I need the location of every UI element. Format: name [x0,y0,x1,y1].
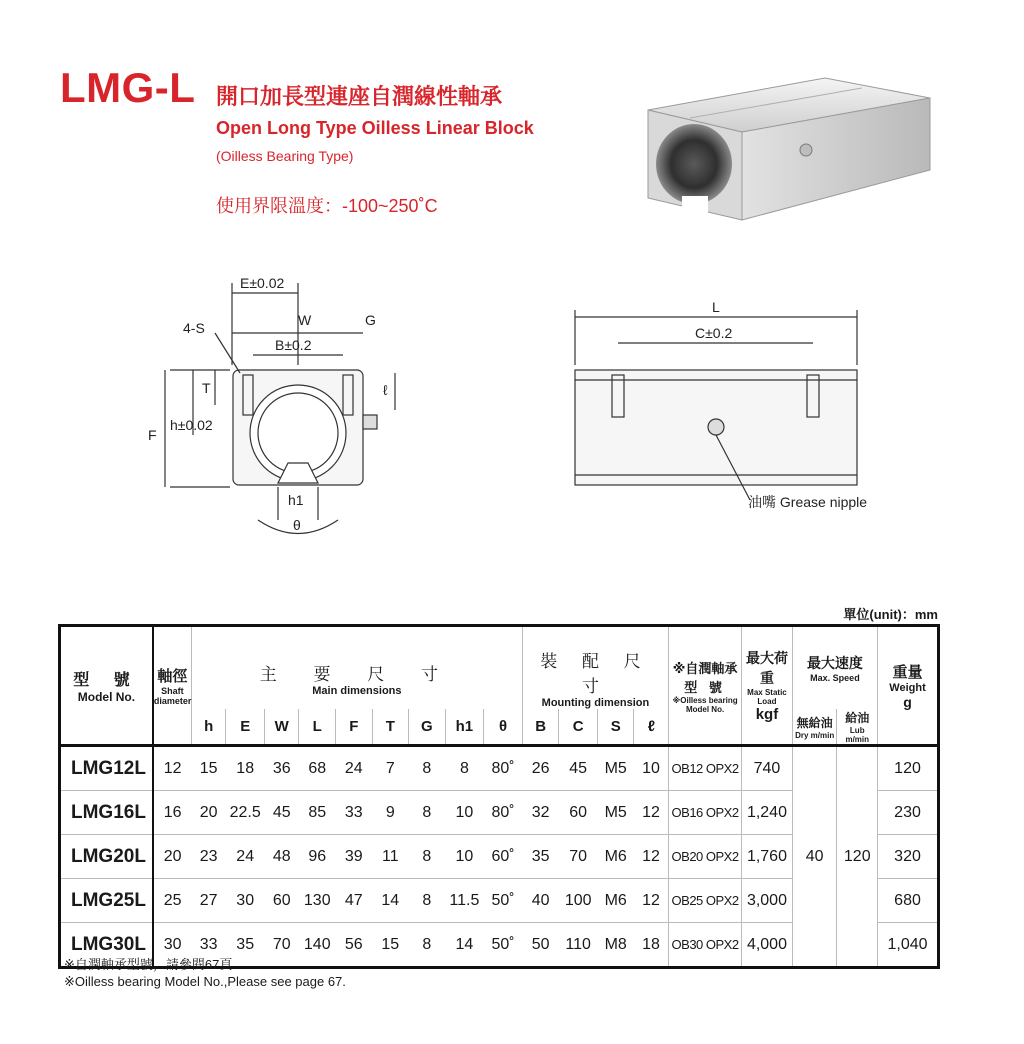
cell-C: 100 [559,879,598,923]
col-h1: h1 [445,709,484,746]
header-bearing-model: ※自潤軸承 型 號 ※Oilless bearing Model No. [669,626,742,746]
cell-G: 8 [409,835,446,879]
col-l: ℓ [634,709,669,746]
cell-weight: 120 [878,746,939,791]
cell-l: 18 [634,923,669,968]
cell-S: M6 [597,835,634,879]
dim-G: G [365,312,376,328]
cell-C: 60 [559,791,598,835]
cell-load: 740 [742,746,793,791]
cell-L: 130 [299,879,336,923]
cell-L: 96 [299,835,336,879]
cell-T: 14 [372,879,409,923]
row-model: LMG25L [60,879,153,923]
dim-W: W [298,312,312,328]
row-model: LMG16L [60,791,153,835]
cell-S: M6 [597,879,634,923]
cell-bearing: OB30 OPX2 [669,923,742,968]
cell-F: 33 [336,791,373,835]
cell-T: 9 [372,791,409,835]
cell-shaft: 16 [153,791,192,835]
cell-F: 47 [336,879,373,923]
col-W: W [264,709,299,746]
technical-drawing [0,255,1024,555]
cell-C: 110 [559,923,598,968]
cell-h1: 10 [445,791,484,835]
cell-E: 18 [226,746,265,791]
cell-G: 8 [409,791,446,835]
col-S: S [597,709,634,746]
cell-weight: 680 [878,879,939,923]
cell-h1: 11.5 [445,879,484,923]
col-h: h [191,709,226,746]
cell-bearing: OB16 OPX2 [669,791,742,835]
cell-E: 30 [226,879,265,923]
cell-W: 45 [264,791,299,835]
cell-l: 12 [634,835,669,879]
cell-E: 35 [226,923,265,968]
cell-load: 1,240 [742,791,793,835]
row-model: LMG30L [60,923,153,968]
cell-theta: 60˚ [484,835,523,879]
cell-theta: 50˚ [484,879,523,923]
cell-h: 33 [191,923,226,968]
dim-l: ℓ [383,382,388,398]
row-model: LMG20L [60,835,153,879]
cell-T: 15 [372,923,409,968]
cell-h: 27 [191,879,226,923]
cell-shaft: 20 [153,835,192,879]
header-model: 型 號 Model No. [60,626,153,746]
header-main-dimensions: 主 要 尺 寸 Main dimensions [191,626,522,710]
cell-load: 4,000 [742,923,793,968]
dim-h: h±0.02 [170,417,213,433]
cell-B: 32 [522,791,559,835]
cell-T: 7 [372,746,409,791]
dim-L: L [712,299,720,315]
cell-shaft: 25 [153,879,192,923]
col-theta: θ [484,709,523,746]
cell-h: 15 [191,746,226,791]
grease-nipple-label: 油嘴 Grease nipple [748,494,868,510]
cell-W: 48 [264,835,299,879]
dim-E: E±0.02 [240,275,285,291]
dim-C: C±0.2 [695,325,733,341]
dim-theta: θ [293,517,301,533]
dim-h1: h1 [288,492,304,508]
cell-S: M5 [597,791,634,835]
col-dry: 無給油 Dry m/min [792,709,837,746]
cell-S: M5 [597,746,634,791]
cell-W: 60 [264,879,299,923]
cell-G: 8 [409,879,446,923]
cell-S: M8 [597,923,634,968]
col-B: B [522,709,559,746]
cell-load: 1,760 [742,835,793,879]
cell-G: 8 [409,746,446,791]
cell-W: 70 [264,923,299,968]
col-F: F [336,709,373,746]
cell-E: 24 [226,835,265,879]
cell-speed-lub: 120 [837,746,878,968]
cell-B: 50 [522,923,559,968]
product-photo [630,70,940,245]
dim-B: B±0.2 [275,337,312,353]
table-row [60,746,939,791]
cell-l: 12 [634,879,669,923]
cell-weight: 1,040 [878,923,939,968]
cell-L: 85 [299,791,336,835]
header-mounting-dimension: 裝 配 尺 寸 Mounting dimension [522,626,668,710]
cell-weight: 320 [878,835,939,879]
cell-weight: 230 [878,791,939,835]
cell-B: 26 [522,746,559,791]
cell-C: 45 [559,746,598,791]
cell-E: 22.5 [226,791,265,835]
cell-bearing: OB20 OPX2 [669,835,742,879]
cell-F: 39 [336,835,373,879]
cell-G: 8 [409,923,446,968]
cell-speed-dry: 40 [792,746,837,968]
title-english: Open Long Type Oilless Linear Block [216,118,534,138]
cell-L: 140 [299,923,336,968]
dim-4S: 4-S [183,320,205,336]
cell-F: 56 [336,923,373,968]
cell-h: 20 [191,791,226,835]
temperature-limit: 使用界限溫度：-100~250˚C [216,196,438,216]
cell-shaft: 12 [153,746,192,791]
note-chinese: ※自潤軸承型號，請參閱67頁 [64,957,233,972]
cell-l: 12 [634,791,669,835]
cell-bearing: OB12 OPX2 [669,746,742,791]
dim-T: T [202,380,211,396]
title-chinese: 開口加長型連座自潤線性軸承 [216,84,503,109]
cell-h1: 14 [445,923,484,968]
col-C: C [559,709,598,746]
cell-h1: 8 [445,746,484,791]
dim-F: F [148,427,157,443]
cell-load: 3,000 [742,879,793,923]
header-max-speed: 最大速度 Max. Speed [792,626,877,710]
cell-l: 10 [634,746,669,791]
col-L: L [299,709,336,746]
row-model: LMG12L [60,746,153,791]
cell-B: 35 [522,835,559,879]
cell-theta: 80˚ [484,746,523,791]
header-max-load: 最大荷重 Max Static Load kgf [742,626,793,746]
cell-B: 40 [522,879,559,923]
unit-label: 單位(unit)：mm [843,607,938,622]
spec-table [58,624,940,969]
product-code: LMG-L [60,64,196,111]
cell-F: 24 [336,746,373,791]
cell-T: 11 [372,835,409,879]
subtitle: (Oilless Bearing Type) [216,148,354,164]
cell-theta: 80˚ [484,791,523,835]
col-T: T [372,709,409,746]
cell-h: 23 [191,835,226,879]
cell-L: 68 [299,746,336,791]
note-english: ※Oilless bearing Model No.,Please see page 67. [64,974,346,989]
cell-bearing: OB25 OPX2 [669,879,742,923]
cell-C: 70 [559,835,598,879]
cell-W: 36 [264,746,299,791]
header-weight: 重量 Weight g [878,626,939,746]
col-E: E [226,709,265,746]
cell-h1: 10 [445,835,484,879]
col-lub: 給油 Lub m/min [837,709,878,746]
cell-theta: 50˚ [484,923,523,968]
header-shaft: 軸徑 Shaft diameter [153,626,192,746]
cell-shaft: 30 [153,923,192,968]
col-G: G [409,709,446,746]
